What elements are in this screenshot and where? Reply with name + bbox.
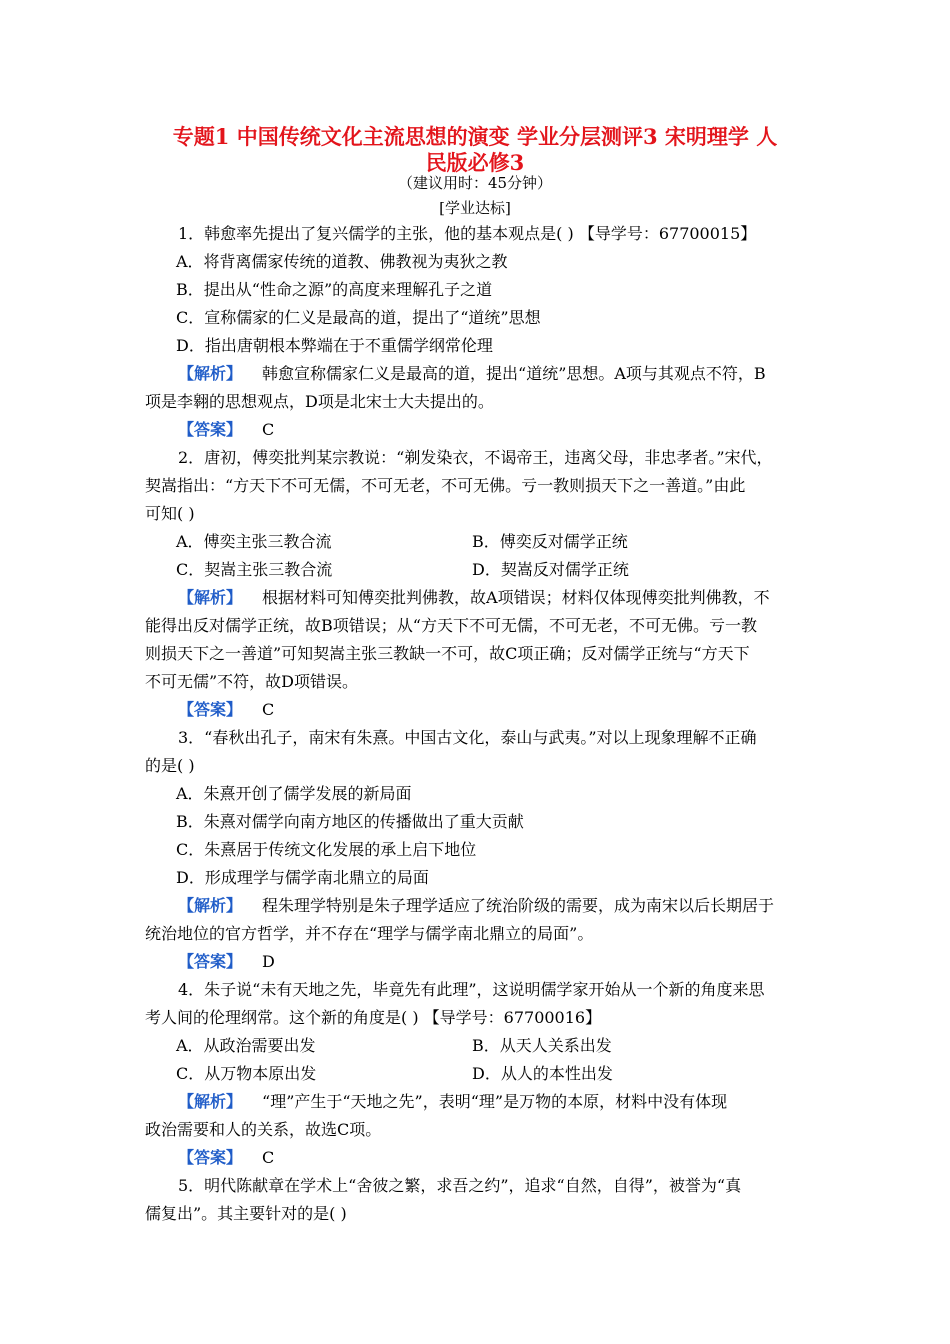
analysis-tag: 【解析】 (178, 588, 243, 607)
q1-option-d: D．指出唐朝根本弊端在于不重儒学纲常伦理 (176, 336, 493, 355)
q3-analysis (178, 894, 810, 918)
q4-option-d: D．从人的本性出发 (472, 1064, 613, 1083)
q5-stem-1: 5．明代陈献章在学术上“舍彼之繁，求吾之约”，追求“自然，自得”，被誉为“真 (178, 1176, 742, 1195)
q1-analysis (178, 362, 810, 386)
q2-option-a: A．傅奕主张三教合流 (176, 532, 332, 551)
q4-option-c: C．从万物本原出发 (176, 1064, 317, 1083)
q2-analysis (178, 586, 810, 610)
q1-answer (178, 418, 810, 442)
title-line-2: 民版必修3 (425, 150, 525, 175)
q1-analysis-text-1: 韩愈宣称儒家仁义是最高的道，提出“道统”思想。A项与其观点不符，B (262, 364, 766, 383)
q2-option-d: D．契嵩反对儒学正统 (472, 560, 629, 579)
q1-option-b: B．提出从“性命之源”的高度来理解孔子之道 (176, 280, 493, 299)
answer-tag: 【答案】 (178, 700, 243, 719)
q4-option-a: A．从政治需要出发 (176, 1036, 316, 1055)
q4-analysis-text-2: 政治需要和人的关系，故选C项。 (145, 1120, 382, 1139)
time-hint: （建议用时：45分钟） (397, 174, 553, 192)
title-line-1: 专题1 中国传统文化主流思想的演变 学业分层测评3 宋明理学 人 (172, 124, 778, 149)
q2-stem-2: 契嵩指出：“方天下不可无儒，不可无老，不可无佛。亏一教则损天下之一善道。”由此 (145, 476, 746, 495)
analysis-tag: 【解析】 (178, 896, 243, 915)
q4-stem-1: 4．朱子说“未有天地之先，毕竟先有此理”，这说明儒学家开始从一个新的角度来思 (178, 980, 765, 999)
q3-answer (178, 950, 810, 974)
document-title (130, 124, 820, 176)
q4-stem-2: 考人间的伦理纲常。这个新的角度是( ) 【导学号：67700016】 (145, 1008, 602, 1027)
q3-option-b: B．朱熹对儒学向南方地区的传播做出了重大贡献 (176, 812, 524, 831)
q2-analysis-text-3: 则损天下之一善道”可知契嵩主张三教缺一不可，故C项正确；反对儒学正统与“方天下 (145, 644, 750, 663)
q5-stem-2: 儒复出”。其主要针对的是( ) (145, 1204, 347, 1223)
q2-answer-value: C (262, 700, 275, 719)
q3-analysis-text-1: 程朱理学特别是朱子理学适应了统治阶级的需要，成为南宋以后长期居于 (262, 896, 775, 915)
q1-stem: 1．韩愈率先提出了复兴儒学的主张，他的基本观点是( ) 【导学号：67700015】 (178, 224, 757, 243)
q4-answer (178, 1146, 810, 1170)
q4-answer-value: C (262, 1148, 275, 1167)
q1-option-c: C．宣称儒家的仁义是最高的道，提出了“道统”思想 (176, 308, 541, 327)
q2-analysis-text-4: 不可无儒”不符，故D项错误。 (145, 672, 359, 691)
q3-option-d: D．形成理学与儒学南北鼎立的局面 (176, 868, 429, 887)
q4-analysis-text-1: “理”产生于“天地之先”，表明“理”是万物的本原，材料中没有体现 (262, 1092, 728, 1111)
q2-stem-3: 可知( ) (145, 504, 195, 523)
analysis-tag: 【解析】 (178, 364, 243, 383)
analysis-tag: 【解析】 (178, 1092, 243, 1111)
q1-option-a: A．将背离儒家传统的道教、佛教视为夷狄之教 (176, 252, 508, 271)
q2-stem-1: 2．唐初，傅奕批判某宗教说：“剃发染衣，不谒帝王，违离父母，非忠孝者。”宋代， (178, 448, 773, 467)
q3-option-c: C．朱熹居于传统文化发展的承上启下地位 (176, 840, 477, 859)
q3-answer-value: D (262, 952, 275, 971)
q3-stem-1: 3．“春秋出孔子，南宋有朱熹。中国古文化，泰山与武夷。”对以上现象理解不正确 (178, 728, 757, 747)
q3-option-a: A．朱熹开创了儒学发展的新局面 (176, 784, 412, 803)
section-heading: [学业达标] (439, 199, 511, 217)
q3-stem-2: 的是( ) (145, 756, 195, 775)
q2-option-b: B．傅奕反对儒学正统 (472, 532, 628, 551)
q2-answer (178, 698, 810, 722)
q2-analysis-text-1: 根据材料可知傅奕批判佛教，故A项错误；材料仅体现傅奕批判佛教，不 (262, 588, 770, 607)
q1-analysis-text-2: 项是李翱的思想观点，D项是北宋士大夫提出的。 (145, 392, 494, 411)
answer-tag: 【答案】 (178, 1148, 243, 1167)
q2-option-c: C．契嵩主张三教合流 (176, 560, 333, 579)
q1-answer-value: C (262, 420, 275, 439)
answer-tag: 【答案】 (178, 420, 243, 439)
q4-option-b: B．从天人关系出发 (472, 1036, 612, 1055)
answer-tag: 【答案】 (178, 952, 243, 971)
q2-analysis-text-2: 能得出反对儒学正统，故B项错误；从“方天下不可无儒，不可无老，不可无佛。亏一教 (145, 616, 757, 635)
q3-analysis-text-2: 统治地位的官方哲学，并不存在“理学与儒学南北鼎立的局面”。 (145, 924, 594, 943)
q4-analysis (178, 1090, 810, 1114)
